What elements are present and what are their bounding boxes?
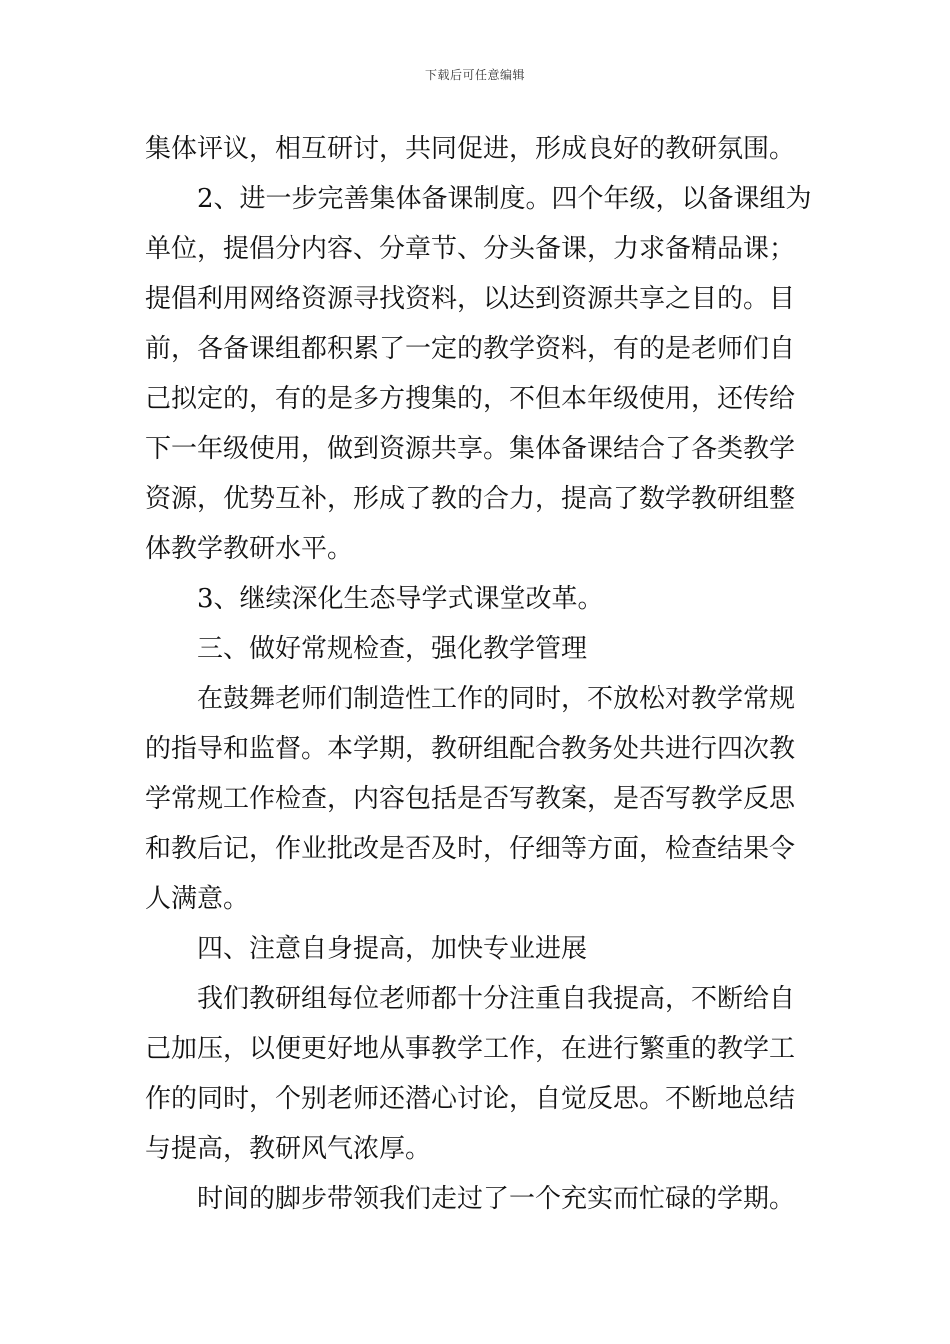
paragraph-line: 的指导和监督。本学期，教研组配合教务处共进行四次教 <box>145 734 796 764</box>
paragraph-line: 资源，优势互补，形成了教的合力，提高了数学教研组整 <box>145 484 796 514</box>
paragraph-line: 和教后记，作业批改是否及时，仔细等方面，检查结果令 <box>145 834 796 864</box>
paragraph-line: 体教学教研水平。 <box>145 534 354 564</box>
section-heading: 三、做好常规检查，强化教学管理 <box>197 634 588 664</box>
paragraph-line: 作的同时，个别老师还潜心讨论，自觉反思。不断地总结 <box>145 1084 796 1114</box>
paragraph-line: 集体评议，相互研讨，共同促进，形成良好的教研氛围。 <box>145 134 796 164</box>
page-header-note: 下载后可任意编辑 <box>424 68 525 82</box>
paragraph-line: 前，各备课组都积累了一定的教学资料，有的是老师们自 <box>145 334 796 364</box>
paragraph-line: 2、进一步完善集体备课制度。四个年级，以备课组为 <box>197 184 812 214</box>
paragraph-line: 己加压，以便更好地从事教学工作，在进行繁重的教学工 <box>145 1034 796 1064</box>
document-body <box>145 124 812 1224</box>
section-heading: 四、注意自身提高，加快专业进展 <box>197 934 588 964</box>
paragraph-line: 在鼓舞老师们制造性工作的同时，不放松对教学常规 <box>197 684 796 714</box>
paragraph-line: 我们教研组每位老师都十分注重自我提高，不断给自 <box>197 984 796 1014</box>
paragraph-line: 学常规工作检查，内容包括是否写教案，是否写教学反思 <box>145 784 796 814</box>
paragraph-line: 己拟定的，有的是多方搜集的，不但本年级使用，还传给 <box>145 384 796 414</box>
paragraph-line: 单位，提倡分内容、分章节、分头备课，力求备精品课； <box>145 234 796 264</box>
paragraph-line: 3、继续深化生态导学式课堂改革。 <box>197 584 604 614</box>
paragraph-line: 与提高，教研风气浓厚。 <box>145 1134 432 1164</box>
paragraph-line: 下一年级使用，做到资源共享。集体备课结合了各类教学 <box>145 434 796 464</box>
paragraph-line: 提倡利用网络资源寻找资料，以达到资源共享之目的。目 <box>145 284 796 314</box>
paragraph-line: 时间的脚步带领我们走过了一个充实而忙碌的学期。 <box>197 1184 796 1214</box>
paragraph-line: 人满意。 <box>145 884 250 914</box>
